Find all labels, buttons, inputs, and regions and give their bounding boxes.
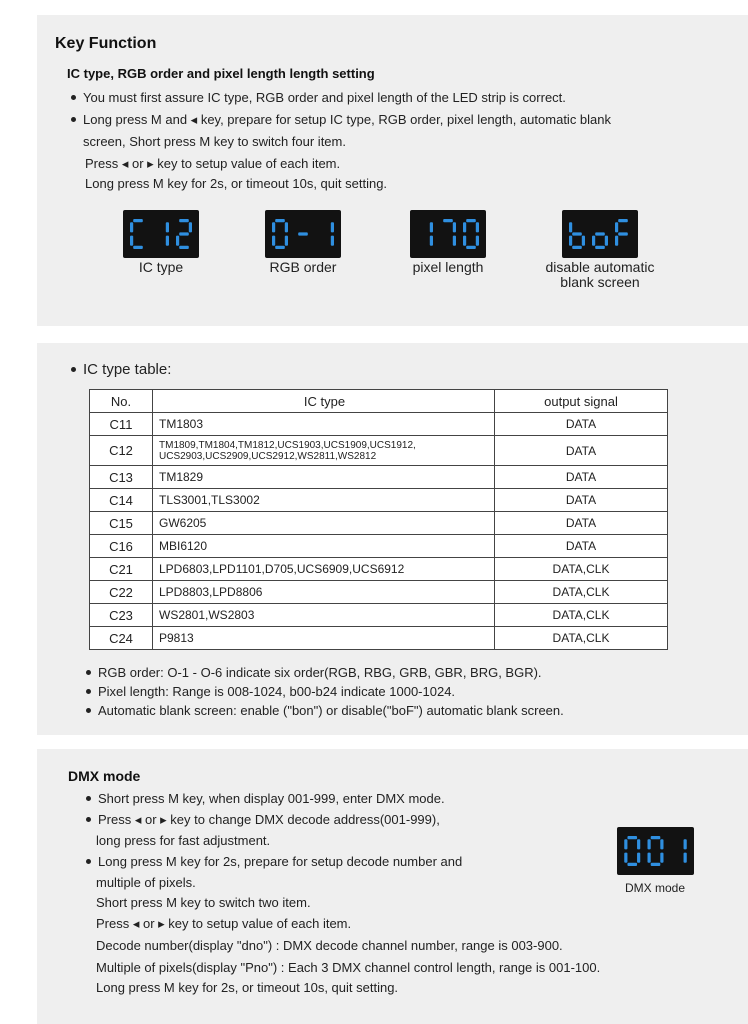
segment-f bbox=[624, 839, 627, 849]
row-no: C12 bbox=[90, 436, 153, 466]
table-row bbox=[90, 489, 668, 512]
caption-line: blank screen bbox=[560, 274, 640, 290]
bullet-dot-icon bbox=[86, 817, 91, 822]
digit-0 bbox=[648, 836, 664, 866]
segment-g bbox=[595, 232, 605, 235]
instruction-line: Multiple of pixels(display "Pno") : Each 3 DMX channel control length, range is 001-100. bbox=[96, 960, 601, 975]
row-no: C15 bbox=[90, 512, 153, 535]
ic-type-display bbox=[123, 210, 199, 258]
digit-F bbox=[615, 219, 628, 246]
row-no: C21 bbox=[90, 558, 153, 581]
ic-type-table-title bbox=[71, 361, 171, 378]
segment-a bbox=[627, 836, 637, 839]
digit-0 bbox=[463, 219, 479, 249]
seven-segment-icon bbox=[123, 210, 199, 258]
segment-a bbox=[443, 219, 453, 222]
bullet-dot-icon bbox=[86, 708, 91, 713]
row-signal: DATA bbox=[495, 436, 668, 466]
pixel-length-caption: pixel length bbox=[412, 259, 484, 275]
row-signal: DATA bbox=[495, 512, 668, 535]
row-no: C11 bbox=[90, 413, 153, 436]
table-row bbox=[90, 604, 668, 627]
segment-a bbox=[466, 219, 476, 222]
segment-c bbox=[476, 236, 479, 246]
segment-e bbox=[176, 236, 179, 246]
bullet-text: Press ◂ or ▸ key to change DMX decode address(001-999), bbox=[98, 812, 440, 827]
instruction-line: Long press M key for 2s, or timeout 10s, quit setting. bbox=[85, 176, 388, 191]
bullet-continuation: screen, Short press M key to switch four item. bbox=[83, 134, 346, 149]
bullet-text: You must first assure IC type, RGB order and pixel length of the LED strip is correct. bbox=[83, 90, 566, 105]
segment-a bbox=[179, 219, 189, 222]
segment-a bbox=[618, 219, 628, 222]
table-row bbox=[90, 413, 668, 436]
instruction-line: Press ◂ or ▸ key to setup value of each item. bbox=[96, 916, 352, 931]
table-title-text: IC type table: bbox=[83, 361, 172, 378]
table-row bbox=[90, 581, 668, 604]
digit-1 bbox=[331, 222, 334, 246]
segment-a bbox=[275, 219, 285, 222]
ic-type-line: TM1809,TM1804,TM1812,UCS1903,UCS1909,UCS1912, bbox=[159, 439, 416, 451]
digit-O bbox=[272, 219, 288, 249]
header-ic-type: IC type bbox=[153, 390, 495, 413]
segment-c bbox=[582, 236, 585, 246]
segment-b bbox=[660, 839, 663, 849]
bullet-dot-icon bbox=[71, 367, 76, 372]
table-row bbox=[90, 558, 668, 581]
bullet-item bbox=[71, 112, 611, 128]
table-row bbox=[90, 627, 668, 650]
segment-d bbox=[179, 246, 189, 249]
segment-e bbox=[615, 236, 618, 246]
note-text: Pixel length: Range is 008-1024, b00-b24 indicate 1000-1024. bbox=[98, 684, 456, 699]
bullet-text: Long press M key for 2s, prepare for setup decode number and bbox=[98, 854, 463, 869]
bullet-dot-icon bbox=[71, 95, 76, 100]
bullet-item bbox=[86, 812, 440, 828]
row-no: C24 bbox=[90, 627, 153, 650]
segment-c bbox=[453, 236, 456, 246]
segment-f bbox=[615, 222, 618, 232]
segment-c bbox=[684, 853, 687, 863]
segment-f bbox=[272, 222, 275, 232]
caption-line: disable automatic bbox=[545, 259, 655, 275]
seven-segment-icon bbox=[617, 827, 694, 875]
header-no: No. bbox=[90, 390, 153, 413]
segment-c bbox=[660, 853, 663, 863]
row-ic-type: WS2801,WS2803 bbox=[153, 604, 495, 627]
row-ic-type: LPD8803,LPD8806 bbox=[153, 581, 495, 604]
table-row bbox=[90, 535, 668, 558]
rgb-order-display bbox=[265, 210, 341, 258]
segment-c bbox=[430, 236, 433, 246]
bullet-item bbox=[86, 791, 445, 806]
segment-f bbox=[463, 222, 466, 232]
table-row bbox=[90, 436, 668, 466]
row-ic-type: P9813 bbox=[153, 627, 495, 650]
pixel-length-display bbox=[410, 210, 486, 258]
segment-e bbox=[130, 236, 133, 246]
ic-type-caption: IC type bbox=[138, 259, 184, 275]
note-item bbox=[86, 703, 564, 718]
digit-- bbox=[298, 232, 308, 235]
segment-a bbox=[651, 836, 661, 839]
row-ic-type: LPD6803,LPD1101,D705,UCS6909,UCS6912 bbox=[153, 558, 495, 581]
bullet-text: Short press M key, when display 001-999, enter DMX mode. bbox=[98, 791, 445, 806]
row-signal: DATA,CLK bbox=[495, 558, 668, 581]
ic-setting-subtitle: IC type, RGB order and pixel length length setting bbox=[67, 66, 375, 81]
digit-2 bbox=[176, 219, 192, 249]
bullet-continuation: multiple of pixels. bbox=[96, 875, 196, 890]
row-no: C16 bbox=[90, 535, 153, 558]
digit-1 bbox=[430, 222, 433, 246]
segment-b bbox=[285, 222, 288, 232]
row-signal: DATA,CLK bbox=[495, 581, 668, 604]
row-signal: DATA,CLK bbox=[495, 604, 668, 627]
segment-d bbox=[595, 246, 605, 249]
segment-b bbox=[189, 222, 192, 232]
blank-screen-display bbox=[562, 210, 638, 258]
note-text: RGB order: O-1 - O-6 indicate six order(RGB, RBG, GRB, GBR, BRG, BGR). bbox=[98, 665, 542, 680]
row-no: C22 bbox=[90, 581, 153, 604]
segment-d bbox=[466, 246, 476, 249]
note-item bbox=[86, 665, 542, 680]
row-ic-type: TLS3001,TLS3002 bbox=[153, 489, 495, 512]
dmx-mode-caption: DMX mode bbox=[624, 881, 686, 895]
ic-type-table bbox=[89, 389, 668, 650]
segment-e bbox=[648, 853, 651, 863]
segment-b bbox=[476, 222, 479, 232]
digit-1 bbox=[684, 839, 687, 863]
segment-d bbox=[627, 863, 637, 866]
segment-g bbox=[298, 232, 308, 235]
segment-g bbox=[179, 232, 189, 235]
header-output-signal: output signal bbox=[495, 390, 668, 413]
bullet-text: Long press M and ◂ key, prepare for setup IC type, RGB order, pixel length, automatic blank bbox=[83, 112, 612, 127]
segment-d bbox=[572, 246, 582, 249]
segment-c bbox=[605, 236, 608, 246]
seven-segment-icon bbox=[562, 210, 638, 258]
segment-d bbox=[275, 246, 285, 249]
row-signal: DATA,CLK bbox=[495, 627, 668, 650]
digit-1 bbox=[166, 222, 169, 246]
segment-e bbox=[463, 236, 466, 246]
bullet-item bbox=[86, 854, 462, 869]
rgb-order-caption: RGB order bbox=[269, 259, 337, 275]
row-signal: DATA bbox=[495, 535, 668, 558]
blank-screen-caption bbox=[526, 260, 674, 290]
segment-f bbox=[569, 222, 572, 232]
segment-d bbox=[651, 863, 661, 866]
dmx-mode-title: DMX mode bbox=[68, 768, 141, 784]
segment-b bbox=[637, 839, 640, 849]
digit-b bbox=[569, 222, 585, 249]
segment-g bbox=[572, 232, 582, 235]
row-ic-type bbox=[153, 436, 495, 466]
segment-e bbox=[624, 853, 627, 863]
dmx-mode-display bbox=[617, 827, 694, 875]
row-signal: DATA bbox=[495, 466, 668, 489]
segment-f bbox=[648, 839, 651, 849]
bullet-dot-icon bbox=[86, 796, 91, 801]
segment-c bbox=[637, 853, 640, 863]
segment-b bbox=[166, 222, 169, 232]
row-ic-type: TM1829 bbox=[153, 466, 495, 489]
bullet-item bbox=[71, 90, 566, 105]
instruction-line: Short press M key to switch two item. bbox=[96, 895, 311, 910]
table-row bbox=[90, 466, 668, 489]
row-ic-type: MBI6120 bbox=[153, 535, 495, 558]
row-no: C13 bbox=[90, 466, 153, 489]
segment-d bbox=[133, 246, 143, 249]
segment-a bbox=[133, 219, 143, 222]
table-row bbox=[90, 512, 668, 535]
segment-b bbox=[684, 839, 687, 849]
segment-e bbox=[569, 236, 572, 246]
row-no: C23 bbox=[90, 604, 153, 627]
digit-C bbox=[130, 219, 143, 249]
digit-7 bbox=[443, 219, 456, 246]
bullet-dot-icon bbox=[86, 859, 91, 864]
segment-e bbox=[272, 236, 275, 246]
segment-e bbox=[592, 236, 595, 246]
bullet-dot-icon bbox=[71, 117, 76, 122]
row-signal: DATA bbox=[495, 489, 668, 512]
segment-b bbox=[430, 222, 433, 232]
table-header-row bbox=[90, 390, 668, 413]
instruction-line: Decode number(display "dno") : DMX decode channel number, range is 003-900. bbox=[96, 938, 563, 953]
segment-c bbox=[285, 236, 288, 246]
ic-type-line: UCS2903,UCS2909,UCS2912,WS2811,WS2812 bbox=[159, 450, 377, 462]
row-no: C14 bbox=[90, 489, 153, 512]
segment-c bbox=[166, 236, 169, 246]
segment-g bbox=[618, 232, 628, 235]
bullet-dot-icon bbox=[86, 689, 91, 694]
instruction-line: Long press M key for 2s, or timeout 10s, quit setting. bbox=[96, 980, 399, 995]
seven-segment-icon bbox=[265, 210, 341, 258]
note-text: Automatic blank screen: enable ("bon") or disable("boF") automatic blank screen. bbox=[98, 703, 564, 718]
key-function-title: Key Function bbox=[55, 35, 157, 52]
row-ic-type: TM1803 bbox=[153, 413, 495, 436]
bullet-continuation: long press for fast adjustment. bbox=[96, 833, 271, 848]
segment-c bbox=[331, 236, 334, 246]
instruction-line: Press ◂ or ▸ key to setup value of each item. bbox=[85, 156, 341, 171]
row-signal: DATA bbox=[495, 413, 668, 436]
digit-o bbox=[592, 232, 608, 249]
digit-0 bbox=[624, 836, 640, 866]
note-item bbox=[86, 684, 455, 699]
row-ic-type: GW6205 bbox=[153, 512, 495, 535]
segment-b bbox=[331, 222, 334, 232]
segment-f bbox=[130, 222, 133, 232]
seven-segment-icon bbox=[410, 210, 486, 258]
bullet-dot-icon bbox=[86, 670, 91, 675]
segment-b bbox=[453, 222, 456, 232]
